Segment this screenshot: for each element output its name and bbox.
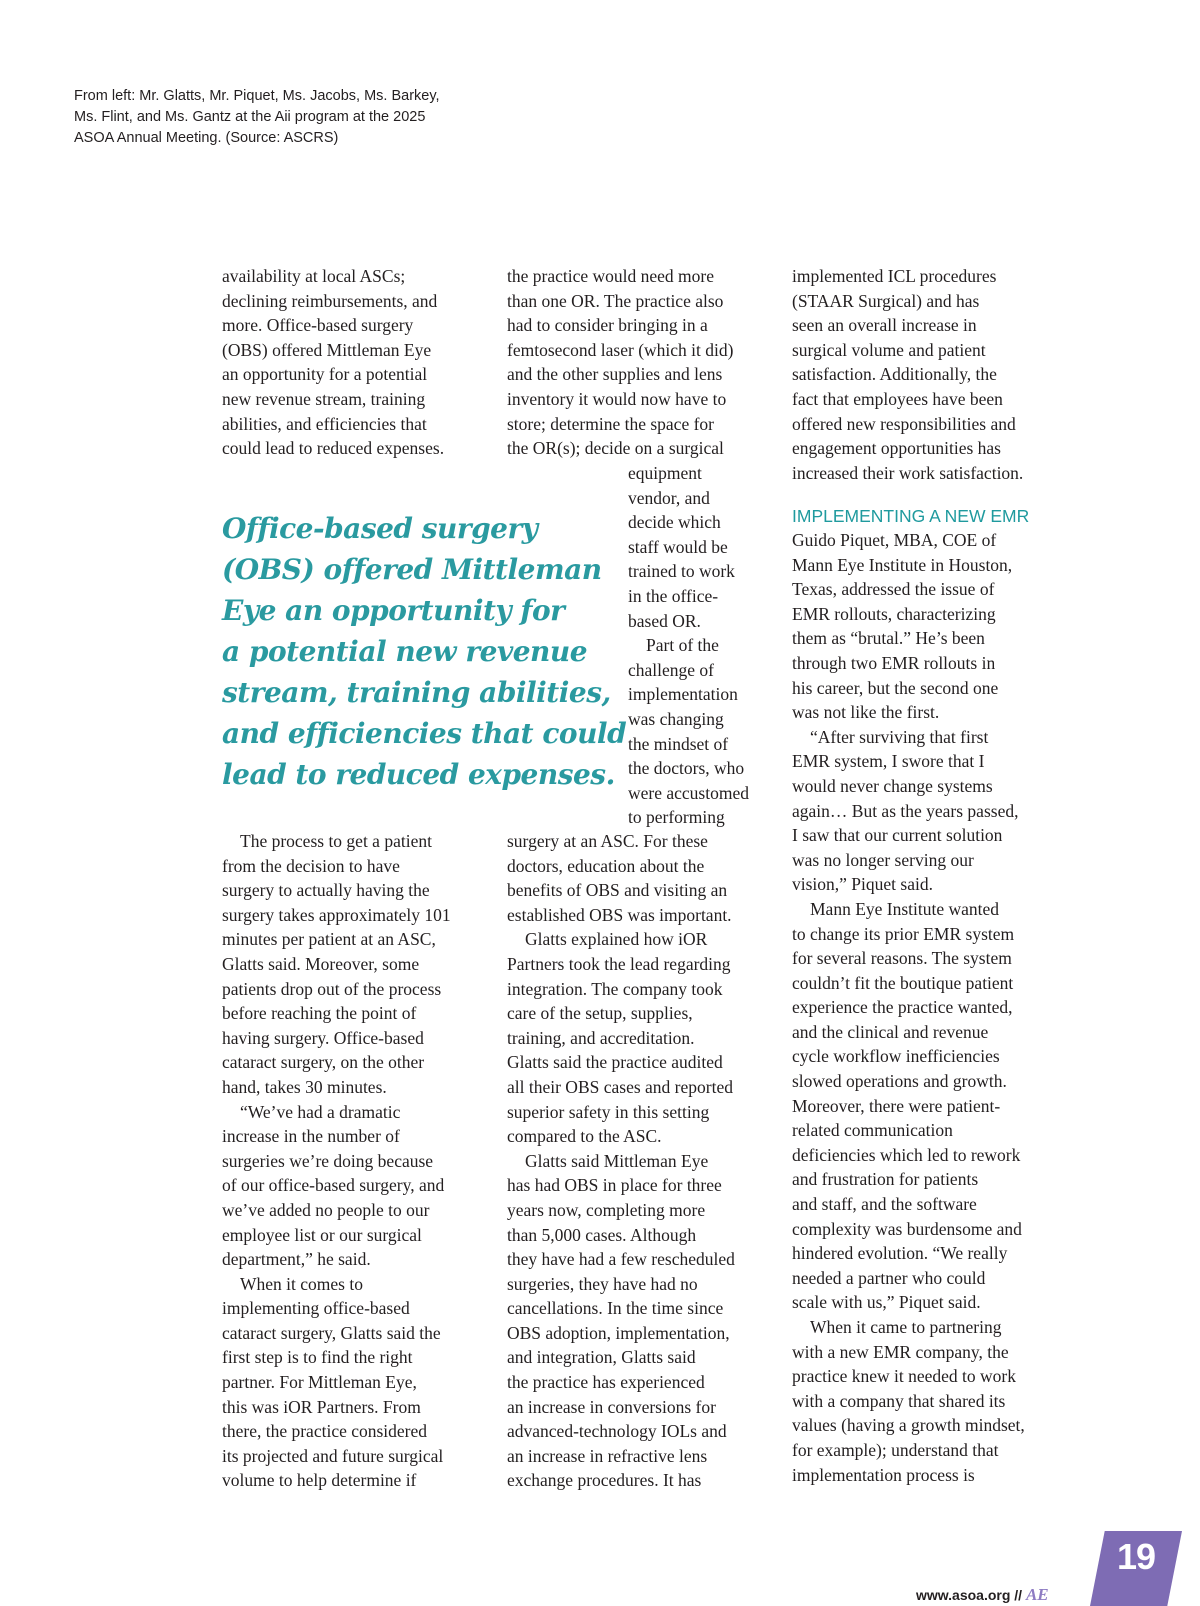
page-number: 19 <box>1116 1536 1156 1577</box>
column-2-narrow <box>628 461 749 830</box>
text-line: EMR rollouts, characterizing <box>792 603 996 624</box>
text-line: partner. For Mittleman Eye, <box>222 1372 417 1393</box>
text-line: increased their work satisfaction. <box>792 462 1024 483</box>
text-line: surgery takes approximately 101 <box>222 904 451 925</box>
text-line: than one OR. The practice also <box>507 290 724 311</box>
text-line: availability at local ASCs; <box>222 266 406 286</box>
text-line: an increase in refractive lens <box>507 1445 708 1466</box>
text-line: Glatts said Mittleman Eye <box>525 1150 709 1171</box>
column-1-top <box>222 264 444 461</box>
text-line: vision,” Piquet said. <box>792 874 933 895</box>
column-1-bottom <box>222 829 451 1493</box>
text-line: to performing <box>628 807 725 828</box>
footer-separator: // <box>1014 1587 1023 1603</box>
text-line: to change its prior EMR system <box>792 923 1015 944</box>
text-line: and integration, Glatts said <box>507 1347 696 1368</box>
text-line: could lead to reduced expenses. <box>222 438 445 459</box>
text-line: seen an overall increase in <box>792 315 977 336</box>
text-line: equipment <box>628 463 702 483</box>
text-line: compared to the ASC. <box>507 1126 662 1147</box>
text-line: of our office-based surgery, and <box>222 1175 445 1196</box>
text-line: When it comes to <box>240 1273 363 1294</box>
text-line: than 5,000 cases. Although <box>507 1224 697 1245</box>
text-line: was changing <box>628 708 724 729</box>
text-line: satisfaction. Additionally, the <box>792 364 997 385</box>
text-line: for several reasons. The system <box>792 948 1012 969</box>
caption-line: Ms. Flint, and Ms. Gantz at the Aii program at the 2025 <box>74 109 426 125</box>
text-line: cataract surgery, on the other <box>222 1052 425 1073</box>
text-line: Moreover, there were patient- <box>792 1095 1001 1116</box>
text-line: Mann Eye Institute in Houston, <box>792 554 1013 575</box>
text-line: trained to work <box>628 561 735 582</box>
pull-quote-line: lead to reduced expenses. <box>222 758 615 791</box>
text-line: the doctors, who <box>628 758 745 779</box>
text-line: implemented ICL procedures <box>792 266 997 286</box>
text-line: his career, but the second one <box>792 677 999 698</box>
text-line: When it came to partnering <box>810 1317 1002 1337</box>
text-line: EMR system, I swore that I <box>792 751 985 772</box>
text-line: Glatts explained how iOR <box>525 929 708 950</box>
text-line: vendor, and <box>628 487 710 508</box>
text-line: had to consider bringing in a <box>507 315 708 336</box>
text-line: offered new responsibilities and <box>792 413 1016 434</box>
pull-quote-line: Eye an opportunity for <box>222 594 565 627</box>
text-line: established OBS was important. <box>507 904 732 925</box>
text-line: practice knew it needed to work <box>792 1366 1017 1387</box>
section-heading: IMPLEMENTING A NEW EMR <box>792 506 1030 526</box>
text-line: this was iOR Partners. From <box>222 1396 421 1417</box>
text-line: staff would be <box>628 536 728 557</box>
text-line: Partners took the lead regarding <box>507 953 731 974</box>
text-line: first step is to find the right <box>222 1347 413 1368</box>
text-line: surgical volume and patient <box>792 339 986 360</box>
text-line: for example); understand that <box>792 1439 999 1460</box>
text-line: OBS adoption, implementation, <box>507 1322 730 1343</box>
text-line: experience the practice wanted, <box>792 997 1013 1018</box>
text-line: femtosecond laser (which it did) <box>507 339 734 360</box>
text-line: an opportunity for a potential <box>222 364 428 385</box>
text-line: in the office- <box>628 585 719 606</box>
text-line: based OR. <box>628 610 701 631</box>
text-line: increase in the number of <box>222 1126 400 1147</box>
text-line: new revenue stream, training <box>222 388 426 409</box>
text-line: employee list or our surgical <box>222 1224 422 1245</box>
pull-quote-line: a potential new revenue <box>222 635 588 668</box>
text-line: abilities, and efficiencies that <box>222 413 427 434</box>
text-line: we’ve added no people to our <box>222 1199 430 1220</box>
text-line: hand, takes 30 minutes. <box>222 1076 387 1097</box>
pull-quote <box>222 508 627 795</box>
caption-line: ASOA Annual Meeting. (Source: ASCRS) <box>74 130 339 146</box>
text-line: them as “brutal.” He’s been <box>792 628 985 649</box>
text-line: from the decision to have <box>222 855 400 876</box>
text-line: were accustomed <box>628 782 749 803</box>
text-line: would never change systems <box>792 775 993 796</box>
text-line: I saw that our current solution <box>792 825 1003 846</box>
text-line: cataract surgery, Glatts said the <box>222 1322 441 1343</box>
pull-quote-line: stream, training abilities, <box>222 676 611 709</box>
text-line: again… But as the years passed, <box>792 800 1019 821</box>
text-line: The process to get a patient <box>240 831 432 851</box>
text-line: implementation <box>628 684 738 705</box>
text-line: and frustration for patients <box>792 1169 979 1190</box>
text-line: Glatts said. Moreover, some <box>222 953 420 974</box>
text-line: Glatts said the practice audited <box>507 1052 723 1073</box>
text-line: training, and accreditation. <box>507 1027 695 1048</box>
column-2-bottom <box>507 829 735 1493</box>
column-3-bottom <box>792 528 1025 1487</box>
text-line: through two EMR rollouts in <box>792 652 996 673</box>
caption-line: From left: Mr. Glatts, Mr. Piquet, Ms. Jacobs, Ms. Barkey, <box>74 88 440 104</box>
text-line: benefits of OBS and visiting an <box>507 880 728 901</box>
text-line: was not like the first. <box>792 702 940 723</box>
text-line: patients drop out of the process <box>222 978 442 999</box>
text-line: the OR(s); decide on a surgical <box>507 438 724 459</box>
text-line: (OBS) offered Mittleman Eye <box>222 339 432 360</box>
text-line: superior safety in this setting <box>507 1101 710 1122</box>
text-line: scale with us,” Piquet said. <box>792 1292 981 1313</box>
text-line: surgery to actually having the <box>222 880 430 901</box>
text-line: hindered evolution. “We really <box>792 1243 1008 1264</box>
text-line: engagement opportunities has <box>792 438 1001 459</box>
pull-quote-line: (OBS) offered Mittleman <box>222 553 602 586</box>
text-line: volume to help determine if <box>222 1470 417 1491</box>
text-line: its projected and future surgical <box>222 1445 444 1466</box>
text-line: department,” he said. <box>222 1249 371 1270</box>
text-line: Part of the <box>646 635 719 656</box>
text-line: surgery at an ASC. For these <box>507 831 708 851</box>
text-line: the practice has experienced <box>507 1372 705 1393</box>
text-line: challenge of <box>628 659 714 680</box>
text-line: and the clinical and revenue <box>792 1021 989 1042</box>
text-line: values (having a growth mindset, <box>792 1415 1025 1436</box>
text-line: has had OBS in place for three <box>507 1175 722 1196</box>
text-line: more. Office-based surgery <box>222 315 414 336</box>
text-line: needed a partner who could <box>792 1267 986 1288</box>
text-line: an increase in conversions for <box>507 1396 716 1417</box>
text-line: inventory it would now have to <box>507 388 727 409</box>
text-line: cycle workflow inefficiencies <box>792 1046 1000 1067</box>
text-line: slowed operations and growth. <box>792 1071 1007 1092</box>
text-line: having surgery. Office-based <box>222 1027 424 1048</box>
text-line: with a new EMR company, the <box>792 1341 1009 1362</box>
column-3-top <box>792 264 1023 485</box>
text-line: all their OBS cases and reported <box>507 1076 733 1097</box>
text-line: “After surviving that first <box>810 726 989 747</box>
text-line: complexity was burdensome and <box>792 1218 1022 1239</box>
text-line: decide which <box>628 512 721 533</box>
pull-quote-line: and efficiencies that could <box>222 717 627 750</box>
text-line: implementation process is <box>792 1464 975 1485</box>
text-line: care of the setup, supplies, <box>507 1003 693 1024</box>
text-line: the practice would need more <box>507 266 714 286</box>
text-line: (STAAR Surgical) and has <box>792 290 980 311</box>
text-line: before reaching the point of <box>222 1003 417 1024</box>
footer-url[interactable]: www.asoa.org <box>916 1587 1011 1603</box>
text-line: advanced-technology IOLs and <box>507 1421 727 1442</box>
photo-caption <box>74 86 514 149</box>
column-2-top <box>507 264 733 461</box>
text-line: Guido Piquet, MBA, COE of <box>792 530 997 550</box>
text-line: surgeries we’re doing because <box>222 1150 434 1171</box>
text-line: surgeries, they have had no <box>507 1273 698 1294</box>
pull-quote-line: Office-based surgery <box>222 512 538 545</box>
ae-logo: AE <box>1025 1585 1049 1604</box>
text-line: doctors, education about the <box>507 855 705 876</box>
text-line: there, the practice considered <box>222 1421 428 1442</box>
text-line: fact that employees have been <box>792 388 1003 409</box>
text-line: with a company that shared its <box>792 1390 1006 1411</box>
text-line: the mindset of <box>628 733 729 754</box>
footer <box>916 1585 1049 1605</box>
text-line: was no longer serving our <box>792 849 974 870</box>
text-line: declining reimbursements, and <box>222 290 438 311</box>
text-line: couldn’t fit the boutique patient <box>792 972 1014 993</box>
text-line: Mann Eye Institute wanted <box>810 898 1000 919</box>
text-line: Texas, addressed the issue of <box>792 579 995 600</box>
text-line: deficiencies which led to rework <box>792 1144 1021 1165</box>
text-line: they have had a few rescheduled <box>507 1249 735 1270</box>
text-line: years now, completing more <box>507 1199 706 1220</box>
text-line: implementing office-based <box>222 1298 410 1319</box>
text-line: and staff, and the software <box>792 1194 977 1215</box>
text-line: exchange procedures. It has <box>507 1470 702 1491</box>
text-line: store; determine the space for <box>507 413 714 434</box>
text-line: “We’ve had a dramatic <box>240 1101 401 1122</box>
text-line: related communication <box>792 1120 953 1141</box>
text-line: cancellations. In the time since <box>507 1298 724 1319</box>
text-line: and the other supplies and lens <box>507 364 723 385</box>
text-line: integration. The company took <box>507 978 723 999</box>
text-line: minutes per patient at an ASC, <box>222 929 436 950</box>
